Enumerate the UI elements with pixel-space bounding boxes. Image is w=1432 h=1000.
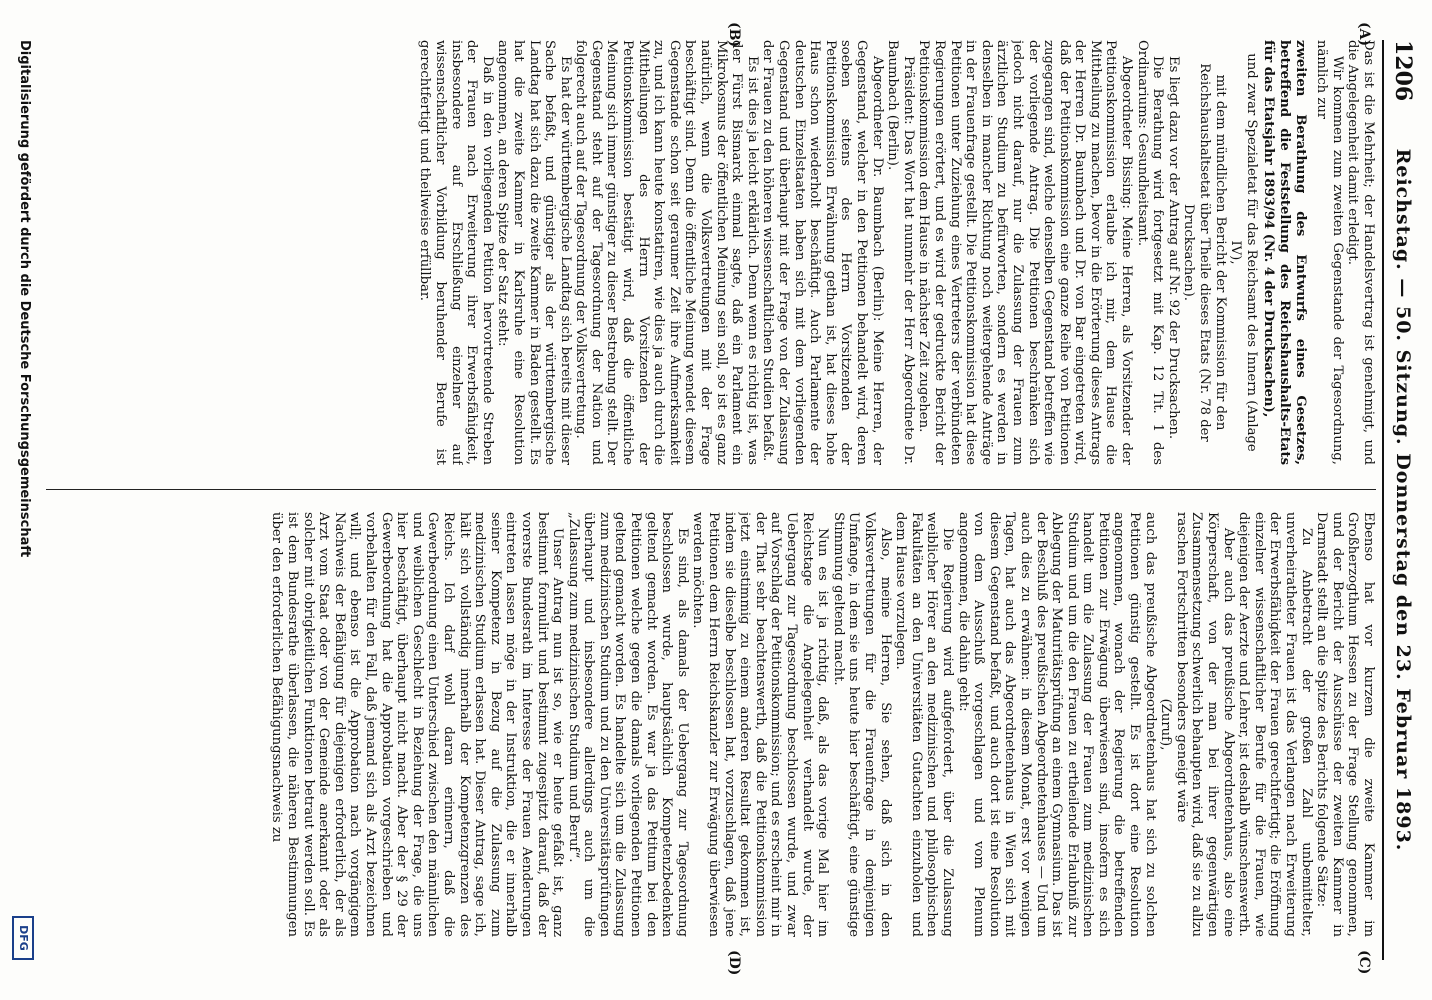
paragraph: Es ist dies ja leicht erklärlich. Denn wenn es richtig ist, was der Fürst Bismarck einmal sagte, daß ein Parlament ein Mikrokosmus der öffentlichen Meinung sein soll, so ist es ganz natürlich, wenn die Volksvertretungen mit der Frage beschäftigt sind. Denn die öffentliche Meinung wendet diesem Gegenstande schon seit geraumer Zeit ihre Aufmerksamkeit zu, und ich kann heute konstatiren, wie dies ja auch durch die Mittheilungen des Herrn Vorsitzenden der Petitionskommission bestätigt wird, daß die öffentliche Meinung sich immer günstiger zu dieser Bestrebung stellt. Der Gegenstand steht auf der Tagesordnung der Nation und folgerecht auch auf der Tagesordnung der Volksvertretung. [573, 40, 760, 465]
margin-marker-b: (B) [726, 22, 742, 48]
paragraph: Unser Antrag nun ist so, wie er heute gefaßt ist, ganz bestimmt formulirt und bestimmt zugespitzt darauf, daß der vorerste Bundesrath im Interesse der Frauen Aenderungen eintreten lassen möge in der Instruktion, die er innerhalb seiner Kompetenz in Bezug auf die Zulassung zum medizinischen Studium erlassen hat. Dieser Antrag, sage ich, hält sich vollständig innerhalb der Kompetenzgrenzen des Reichs. Ich darf wohl daran erinnern, daß die Gewerbeordnung einen Unterschied zwischen den männlichen und weiblichen Geschlecht in Beziehung der Frage, die uns hier beschäftigt, überhaupt nicht macht. Aber der § 29 der Gewerbeordnung hat die Approbation vorgeschrieben und vorbehalten für den Fall, daß jemand sich als Arzt bezeichnen will; und ebenso ist die Approbation nach vorgängigem Nachweis der Befähigung für diejenigen erforderlich, der als Arzt vom Staat oder von der Gemeinde anerkannt oder als solcher mit obrigkeitlichen Funktionen betraut werden soll. Es ist dem Bundesrathe überlassen, die näheren Bestimmungen über den erforderlichen Befähigungsnachweis zu [269, 512, 566, 937]
paragraph: Daß in den vorliegenden Petition hervortretende Streben der Frauen nach Erweiterung ihrer Erwerbsfähigkeit, insbesondere auf Erschließung einzelner auf wissenschaftlicher Vorbildung beruhender Berufe ist gerechtfertigt und theilweise erfüllbar. [417, 40, 495, 465]
paragraph: Ebenso hat vor kurzem die zweite Kammer im Großherzogthum Hessen zu der Frage Stellung genommen, und der Bericht der Ausschüsse der zweiten Kammer in Darmstadt stellt an die Spitze des Berichts folgende Sätze: [1314, 512, 1376, 937]
page-number: 1206 [1390, 40, 1416, 102]
paragraph: Also, meine Herren, Sie sehen, daß sich in den Volksvertretungen für die Frauenfrage in demjenigen Umfange, in dem sie uns heute hier beschäftigt, eine günstige Stimmung geltend macht. [830, 512, 893, 937]
text-column-left [46, 40, 1376, 465]
paragraph: Abgeordneter Dr. Baumbach (Berlin): Meine Herren, der Gegenstand, welcher in den Petitionen behandelt wird, deren soeben seitens des Herrn Vorsitzenden der Petitionskommission Erwähnung gethan ist, hat dieses hohe Haus schon wiederholt beschäftigt. Auch Parlamente der deutschen Einzelstaaten haben sich mit dem vorliegenden Gegenstand und überhaupt mit der Frage von der Zulassung der Frauen zu den höheren wissenschaftlichen Studien befaßt. [760, 40, 885, 465]
paragraph: Das ist die Mehrheit; der Handelsvertrag ist genehmigt, und die Angelegenheit damit erledigt. [1345, 40, 1376, 465]
margin-marker-c: (C) [1356, 950, 1372, 975]
dfg-logo: DFG [12, 916, 34, 960]
page-header [1382, 40, 1420, 960]
paragraph: Abgeordneter Bissing: Meine Herren, als Vorsitzender der Petitionskommission erlaube ich mir, dem Hause die Mittheilung zu machen, bevor in die Erörterung dieses Antrags der Herren Dr. Baumbach und Dr. von Bar eingetreten wird, daß der Petitionskommission eine ganze Reihe von Petitionen zugegangen sind, welche denselben Gegenstand betreffen wie der vorliegende Antrag. Die Petitionen beschränken sich jedoch nicht darauf, nur die Zulassung der Frauen zum ärztlichen Studium zu befürworten, sondern es werden in denselben in mancher Richtung noch weitergehende Anträge in der Frauenfrage gestellt. Die Petitionskommission hat diese Petitionen unter Zuziehung eines Vertreters der verbündeten Regierungen erörtert, und es wird der gedruckte Bericht der Petitionskommission dem Hause in nächster Zeit zugehen. [916, 40, 1135, 465]
margin-marker-a: (A) [1356, 22, 1372, 47]
paragraph: Es liegt dazu vor der Antrag auf Nr. 92 der Drucksachen. [1165, 56, 1181, 440]
paragraph: auch das preußische Abgeordnetenhaus hat sich zu solchen Petitionen günstig gestellt. Es ist dort eine Resolution angenommen, wonach der Regierung die betreffenden Petitionen zur Erwägung überwiesen sind, insofern es sich handelt um die Zulassung der Frauen zum medizinischen Studium und um die den Frauen zu ertheilende Erlaubniß zur Ablegung der Maturitätsprüfung an einem Gymnasium. Das ist der Beschluß des preußischen Abgeordnetenhauses — Und um auch dies zu erwähnen: in diesem Monat, erst vor wenigen Tagen, hat auch das Abgeordnetenhaus in Wien sich mit diesem Gegenstand befaßt, und auch dort ist eine Resolution von dem Ausschuß vorgeschlagen und vom Plenum angenommen, die dahin geht: [955, 512, 1158, 937]
paragraph: Zu Anbetracht der großen Zahl unbemittelter, unverheiratheter Frauen ist das Verlangen nach Erweiterung der Erwerbsfähigkeit der Frauen gerechtfertigt; die Eröffnung einzelner wissenschaftlicher Berufe für die Frauen, wie diejenigen der Aerzte und Lehrer, ist deshalb wünschenswerth. [1236, 512, 1314, 937]
text-column-right [46, 512, 1376, 937]
paragraph: Es hat der württembergische Landtag sich bereits mit dieser Sache befaßt, und günstiger als der württembergische Landtag hat sich dazu die zweite Kammer in Baden gestellt. Es hat die zweite Kammer in Karlsruhe eine Resolution angenommen, an deren Spitze der Satz steht: [495, 40, 573, 465]
margin-marker-d: (D) [726, 950, 742, 976]
paragraph: und zwar Spezialetat für das Reichsamt des Innern (Anlage IV), [1228, 53, 1259, 452]
paragraph: mit dem mündlichen Bericht der Kommission für den Reichshaushaltsetat über Theile dieses Etats (Nr. 78 der Drucksachen). [1181, 63, 1228, 442]
paragraph: Die Regierung wird aufgefordert, über die Zulassung weiblicher Hörer an den medizinischen und philosophischen Fakultäten an den Universitäten Gutachten einzuholen und dem Hause vorzulegen. [893, 512, 955, 937]
page-title: Reichstag. — 50. Sitzung. Donnerstag den 23. Februar 1893. [1392, 148, 1414, 852]
paragraph: Präsident: Das Wort hat nunmehr der Herr Abgeordnete Dr. Baumbach (Berlin). [885, 40, 916, 465]
paragraph: Aber auch das preußische Abgeordnetenhaus, also eine Körperschaft, von der man bei ihrer gegenwärtigen Zusammensetzung schwerlich behaupten wird, daß sie zu allzu raschen Fortschritten besonders geneigt wäre [1173, 512, 1236, 937]
paragraph: Es sind, als damals der Uebergang zur Tagesordnung beschlossen wurde, hauptsächlich Kompetenzbedenken geltend gemacht worden. Es war ja das Petitum bei den Petitionen welche gegen die damals vorliegenden Petitionen geltend gemacht worden. Es handelte sich um die Zulassung zum medizinischen Studium und zu den Universitätsprüfungen überhaupt und insbesondere allerdings auch um die „Zulassung zum medizinischen Studium und Beruf“. [565, 512, 690, 937]
footer-credit: Digitalisierung gefördert durch die Deutsche Forschungsgemeinschaft [17, 40, 32, 558]
digitization-footer [12, 40, 34, 960]
paragraph: Nun es ist ja richtig, daß, als das vorige Mal hier im Reichstage die Angelegenheit verhandelt wurde, der Uebergang zur Tagesordnung beschlossen wurde, und zwar auf Vorschlag der Petitionskommission; und es erscheint mir in der That sehr beachtenswerth, daß die Petitionskommission jetzt einstimmig zu einem anderen Resultat gekommen ist, indem sie dieselbe beschlossen hat, vorzuschlagen, daß jene Petitionen dem Herrn Reichskanzler zur Erwägung überwiesen werden möchten. [690, 512, 831, 937]
paragraph: (Zuruf), [1158, 698, 1174, 751]
column-divider [46, 489, 1376, 490]
paragraph: Die Berathung wird fortgesetzt mit Kap. 12 Tit. 1 des Ordinariums: Gesundheitsamt. [1134, 40, 1166, 465]
paragraph: Wir kommen zum zweiten Gegenstande der Tagesordnung, nämlich zur [1314, 40, 1345, 465]
paragraph: zweiten Berathung des Entwurfs eines Gesetzes, betreffend die Feststellung des Reichshaushalts-Etats für das Etatsjahr 1893/94 (Nr. 4 der Drucksachen), [1261, 40, 1308, 465]
